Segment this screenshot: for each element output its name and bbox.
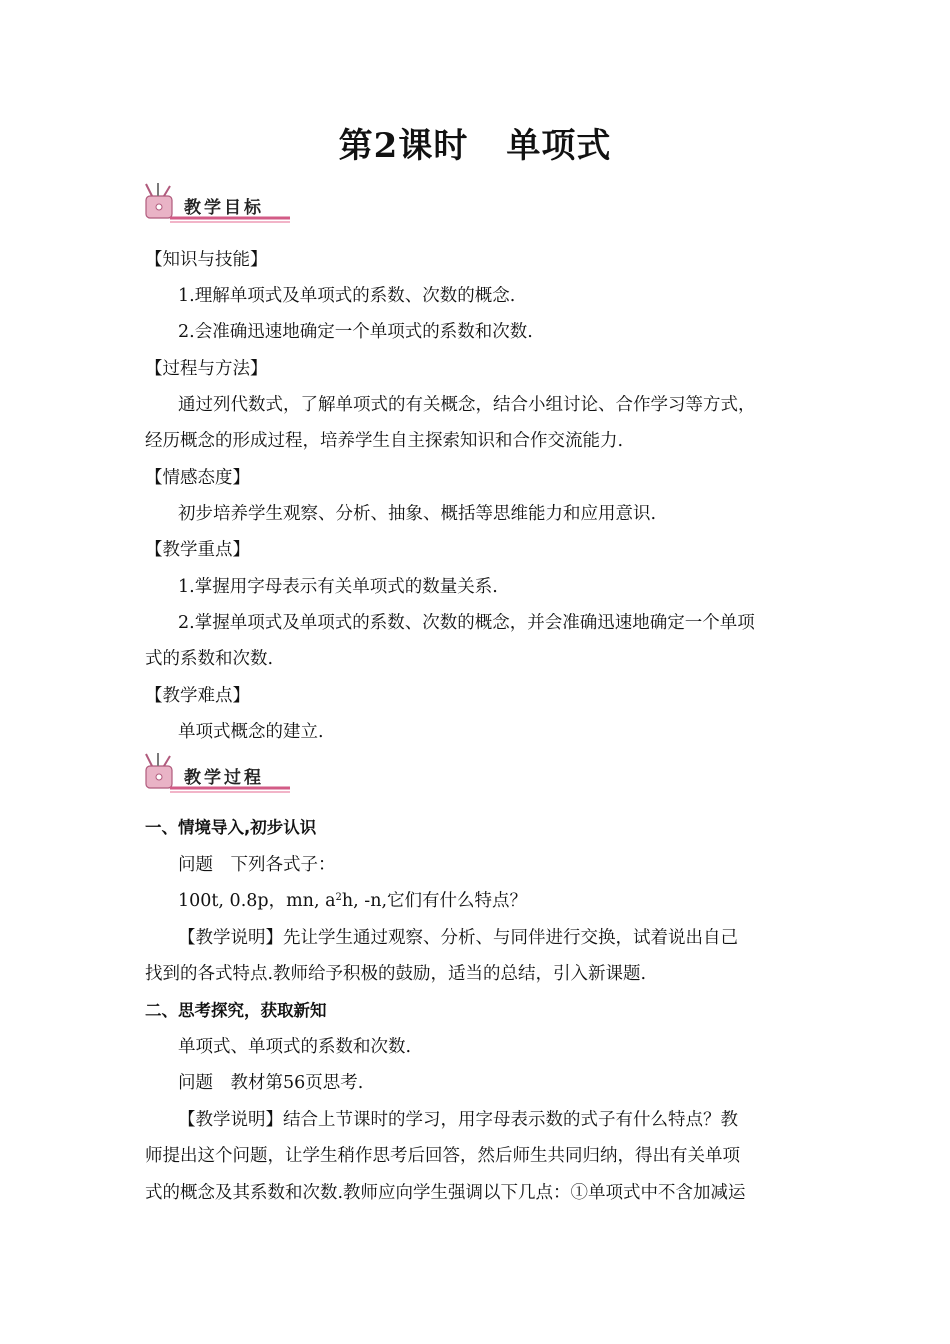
- knowledge-heading: 【知识与技能】: [145, 250, 268, 270]
- teaching-note-1-line2: 找到的各式特点.教师给予积极的鼓励，适当的总结，引入新课题.: [145, 964, 647, 984]
- teaching-note-2-line3: 式的概念及其系数和次数.教师应向学生强调以下几点：①单项式中不含加减运: [145, 1183, 746, 1203]
- title-lesson-number: 第2课时: [338, 126, 469, 166]
- knowledge-item-1: 1.理解单项式及单项式的系数、次数的概念.: [178, 286, 516, 306]
- process-banner: [140, 752, 292, 796]
- expression-exponent: 2: [335, 892, 342, 903]
- page-title: [0, 118, 950, 167]
- expression-text-start: 100t, 0.8p，mn, a: [178, 891, 336, 911]
- difficulty-heading: 【教学难点】: [145, 686, 250, 706]
- difficulty-text: 单项式概念的建立.: [178, 722, 324, 742]
- key-point-1: 1.掌握用字母表示有关单项式的数量关系.: [178, 577, 498, 597]
- key-point-2-line2: 式的系数和次数.: [145, 649, 274, 669]
- method-text-line1: 通过列代数式，了解单项式的有关概念，结合小组讨论、合作学习等方式，: [178, 395, 756, 415]
- section-1-heading: 一、情境导入,初步认识: [145, 818, 317, 837]
- process-banner-label: 教学过程: [184, 768, 264, 788]
- goals-banner-label: 教学目标: [184, 198, 264, 218]
- key-point-2-line1: 2.掌握单项式及单项式的系数、次数的概念，并会准确迅速地确定一个单项: [178, 613, 755, 633]
- knowledge-item-2: 2.会准确迅速地确定一个单项式的系数和次数.: [178, 322, 533, 342]
- teaching-note-1-line1: 【教学说明】先让学生通过观察、分析、与同伴进行交换，试着说出自己: [178, 928, 738, 948]
- emotion-text: 初步培养学生观察、分析、抽象、概括等思维能力和应用意识.: [178, 504, 657, 524]
- emotion-heading: 【情感态度】: [145, 468, 250, 488]
- question-2: 问题 教材第56页思考.: [178, 1073, 364, 1093]
- expression-text-end: h, -n,它们有什么特点？: [341, 891, 528, 911]
- topic-text: 单项式、单项式的系数和次数.: [178, 1037, 412, 1057]
- section-2-heading: 二、思考探究，获取新知: [145, 1001, 327, 1020]
- question-1: 问题 下列各式子：: [178, 855, 336, 875]
- expression-list: [178, 889, 527, 913]
- method-text-line2: 经历概念的形成过程，培养学生自主探索知识和合作交流能力.: [145, 431, 624, 451]
- teaching-note-2-line2: 师提出这个问题，让学生稍作思考后回答，然后师生共同归纳，得出有关单项: [145, 1146, 740, 1166]
- goals-banner: [140, 182, 292, 226]
- title-topic: 单项式: [506, 126, 612, 166]
- method-heading: 【过程与方法】: [145, 359, 268, 379]
- teaching-note-2-line1: 【教学说明】结合上节课时的学习，用字母表示数的式子有什么特点？教: [178, 1110, 738, 1130]
- key-points-heading: 【教学重点】: [145, 540, 250, 560]
